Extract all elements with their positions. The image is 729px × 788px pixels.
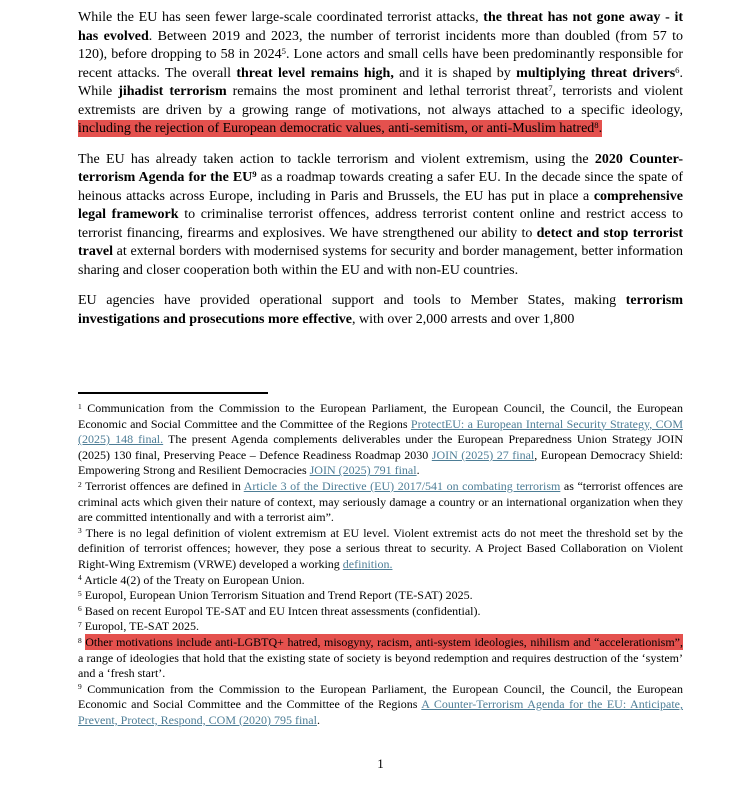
document-link[interactable]: A Counter-Terrorism Agenda for the EU: Anticipate, Prevent, Protect, Respond, COM (2020) 795 final [78, 697, 684, 727]
text-run: While the EU has seen fewer large-scale coordinated terrorist attacks, [78, 10, 484, 25]
footnote-5 [78, 588, 683, 604]
page-number: 1 [377, 756, 384, 771]
footnote-ref: 7 [548, 83, 553, 94]
text-run: , terrorists and violent extremists are driven by a growing range of motivations, not always attached to a specific ideology, [78, 84, 683, 118]
text-run: including the rejection of European democratic values, anti-semitism, or anti-Muslim hatred [78, 121, 595, 136]
document-link[interactable]: Article 3 of the Directive (EU) 2017/541 on combating terrorism [243, 478, 561, 493]
text-run: . [598, 121, 603, 136]
text-run: The present Agenda complements deliverables under the European Preparedness Union Strategy JOIN (2025) 130 final, Preserving Peace – Defence Readiness Roadmap 2030 [78, 432, 684, 462]
text-run: Terrorist offences are defined in [85, 478, 244, 493]
text-run: threat level remains high, [236, 65, 394, 81]
body-text [78, 9, 683, 341]
text-run: as a roadmap towards creating a safer EU. In the decade since the spate of heinous attacks across Europe, including in Paris and Brussels, the EU has put in place a [78, 170, 684, 204]
footnote-marker: 5 [78, 588, 82, 598]
paragraph-2 [78, 151, 683, 281]
text-run: Based on recent Europol TE-SAT and EU Intcen threat assessments (confidential). [84, 603, 481, 618]
footnote-ref: 5 [281, 46, 286, 57]
text-run: 2020 Counter-terrorism Agenda for the EU [78, 151, 683, 185]
document-link[interactable]: JOIN (2025) 27 final [431, 447, 535, 462]
text-run: at external borders with modernised systems for security and border management, better information sharing and closer cooperation both within the EU and with non-EU countries. [78, 244, 683, 278]
footnote-2 [78, 479, 683, 526]
text-run: There is no legal definition of violent extremism at EU level. Violent extremist acts do not meet the threshold set by the definition of terrorist offences; however, they pose a serious threat to security. A Project Based Collaboration on Violent Right-Wing Extremism (VRWE) developed a working [78, 525, 683, 571]
footnote-1 [78, 401, 683, 479]
paragraph-1 [78, 9, 683, 139]
text-run: multiplying threat drivers [516, 65, 676, 81]
text-run: , with over 2,000 arrests and over 1,800 [352, 311, 575, 327]
text-run: . [316, 712, 320, 727]
document-link[interactable]: ProtectEU: a European Internal Security Strategy, COM (2025) 148 final. [78, 416, 683, 447]
footnote-marker: 3 [78, 526, 82, 536]
footnote-ref: 6 [675, 64, 680, 75]
footnote-marker: 4 [78, 573, 82, 583]
text-run: . Between 2019 and 2023, the number of terrorist incidents more than doubled (from 57 to 120), before dropping to 58 in 2024 [78, 28, 683, 62]
text-run: Other motivations include anti-LGBTQ+ hatred, misogyny, racism, anti-system ideologies, nihilism and “accelerationism”, [85, 634, 684, 649]
text-run: a range of ideologies that hold that the existing state of society is beyond redemption and requires destruction of the ‘system’ and a ‘fresh start’. [78, 650, 683, 681]
footnote-ref: 8 [594, 120, 598, 137]
footnote-marker: 2 [78, 479, 82, 489]
footnote-6 [78, 604, 683, 620]
text-run: comprehensive legal framework [78, 188, 683, 222]
text-run: to criminalise terrorist offences, address terrorist content online and restrict access to terrorist financing, firearms and explosives. We have strengthened our ability to [78, 207, 684, 241]
text-run: jihadist terrorism [118, 84, 227, 99]
footnote-4 [78, 573, 683, 589]
text-run: as “terrorist offences are criminal acts which given their nature of context, may seriously damage a country or an international organization when they are committed intentionally and with a terrorist aim”. [78, 478, 683, 525]
footnote-marker: 1 [78, 401, 82, 411]
footnote-3 [78, 526, 683, 573]
text-run: Europol, European Union Terrorism Situation and Trend Report (TE-SAT) 2025. [84, 588, 473, 603]
footnotes-list [78, 401, 683, 728]
text-run: , European Democracy Shield: Empowering Strong and Resilient Democracies [78, 447, 683, 478]
text-run: remains the most prominent and lethal terrorist threat [226, 84, 549, 99]
text-run: terrorism investigations and prosecutions more effective [78, 293, 683, 327]
paragraph-3 [78, 292, 683, 329]
text-run: . While [78, 65, 683, 99]
text-run: and it is shaped by [393, 65, 517, 81]
footnote-7 [78, 619, 683, 635]
text-run: . Lone actors and small cells have been predominantly responsible for recent attacks. The overall [78, 47, 683, 81]
footnote-marker: 9 [78, 682, 82, 692]
footnote-marker: 8 [78, 635, 82, 645]
text-run: Communication from the Commission to the European Parliament, the European Council, the Council, the European Economic and Social Committee and the Committee of the Regions [78, 401, 683, 431]
footnote-9 [78, 682, 683, 729]
footnote-separator [78, 392, 268, 394]
footnote-marker: 7 [78, 619, 82, 629]
text-run: detect and stop terrorist travel [78, 225, 683, 259]
document-link[interactable]: definition. [342, 556, 393, 571]
footnote-marker: 6 [78, 604, 82, 614]
text-run: Communication from the Commission to the European Parliament, the European Council, the Council, the European Economic and Social Committee and the Committee of the Regions [78, 681, 683, 712]
document-link[interactable]: JOIN (2025) 791 final [309, 463, 417, 478]
text-run: the threat has not gone away - it has evolved [78, 10, 683, 44]
text-run: The EU has already taken action to tackle terrorism and violent extremism, using the [78, 151, 595, 167]
text-run: . [416, 463, 420, 478]
text-run: Europol, TE-SAT 2025. [84, 619, 199, 634]
footnote-8 [78, 635, 683, 682]
text-run: Article 4(2) of the Treaty on European Union. [84, 572, 305, 587]
footnote-ref: 9 [252, 169, 257, 180]
text-run: EU agencies have provided operational support and tools to Member States, making [78, 293, 626, 308]
